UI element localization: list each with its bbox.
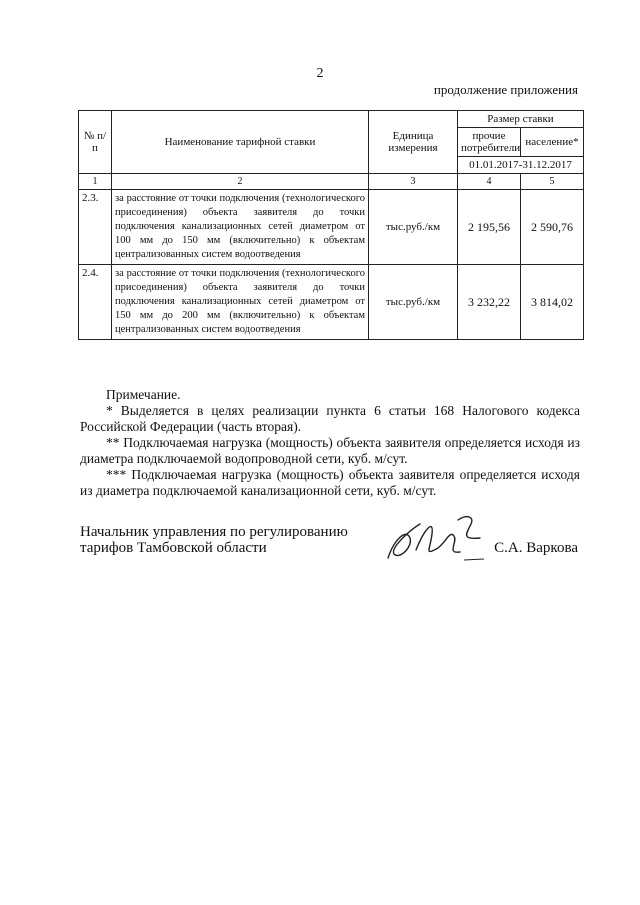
handwritten-signature-icon: [380, 510, 490, 570]
note-item: *** Подключаемая нагрузка (мощность) объекта заявителя определяется исходя из диаметра подключаемой канализационной сети, куб. м/сут.: [80, 467, 580, 498]
col-number-3: 3: [369, 174, 458, 190]
header-rate-size: Размер ставки: [458, 111, 584, 128]
col-number-2: 2: [112, 174, 369, 190]
continuation-label: продолжение приложения: [433, 82, 578, 97]
row-description: за расстояние от точки подключения (технологического присоединения) объекта заявителя до точки подключения канализационных сетей диаметром от 100 мм до 150 мм (включительно) к объектам централизованных систем водоотведения: [112, 190, 369, 265]
row-unit: тыс.руб./км: [369, 265, 458, 340]
tariff-table: [78, 110, 584, 340]
notes-title: Примечание.: [106, 387, 181, 402]
signer-name: С.А. Варкова: [494, 540, 578, 556]
row-value-population: 2 590,76: [521, 190, 584, 265]
col-number-1: 1: [79, 174, 112, 190]
row-number: 2.3.: [79, 190, 112, 265]
position-line: тарифов Тамбовской области: [80, 540, 267, 556]
header-other-consumers: прочие потребители: [458, 128, 521, 157]
col-number-4: 4: [458, 174, 521, 190]
row-number: 2.4.: [79, 265, 112, 340]
header-name: Наименование тарифной ставки: [112, 111, 369, 174]
notes-section: [80, 387, 580, 499]
row-unit: тыс.руб./км: [369, 190, 458, 265]
page-number: 2: [316, 66, 324, 81]
col-number-5: 5: [521, 174, 584, 190]
header-period: 01.01.2017-31.12.2017: [458, 157, 584, 174]
position-line: Начальник управления по регулированию: [80, 524, 348, 540]
row-value-population: 3 814,02: [521, 265, 584, 340]
row-value-other: 3 232,22: [458, 265, 521, 340]
table-row: [79, 265, 584, 340]
header-unit: Единица измерения: [369, 111, 458, 174]
header-population: население*: [521, 128, 584, 157]
row-description: за расстояние от точки подключения (технологического присоединения) объекта заявителя до точки подключения канализационных сетей диаметром от 150 мм до 200 мм (включительно) к объектам централизованных систем водоотведения: [112, 265, 369, 340]
note-item: ** Подключаемая нагрузка (мощность) объекта заявителя определяется исходя из диаметра подключаемой водопроводной сети, куб. м/сут.: [80, 435, 580, 466]
header-num: № п/п: [79, 111, 112, 174]
table-row: [79, 190, 584, 265]
note-item: * Выделяется в целях реализации пункта 6 статьи 168 Налогового кодекса Российской Федерации (часть вторая).: [80, 403, 580, 434]
row-value-other: 2 195,56: [458, 190, 521, 265]
